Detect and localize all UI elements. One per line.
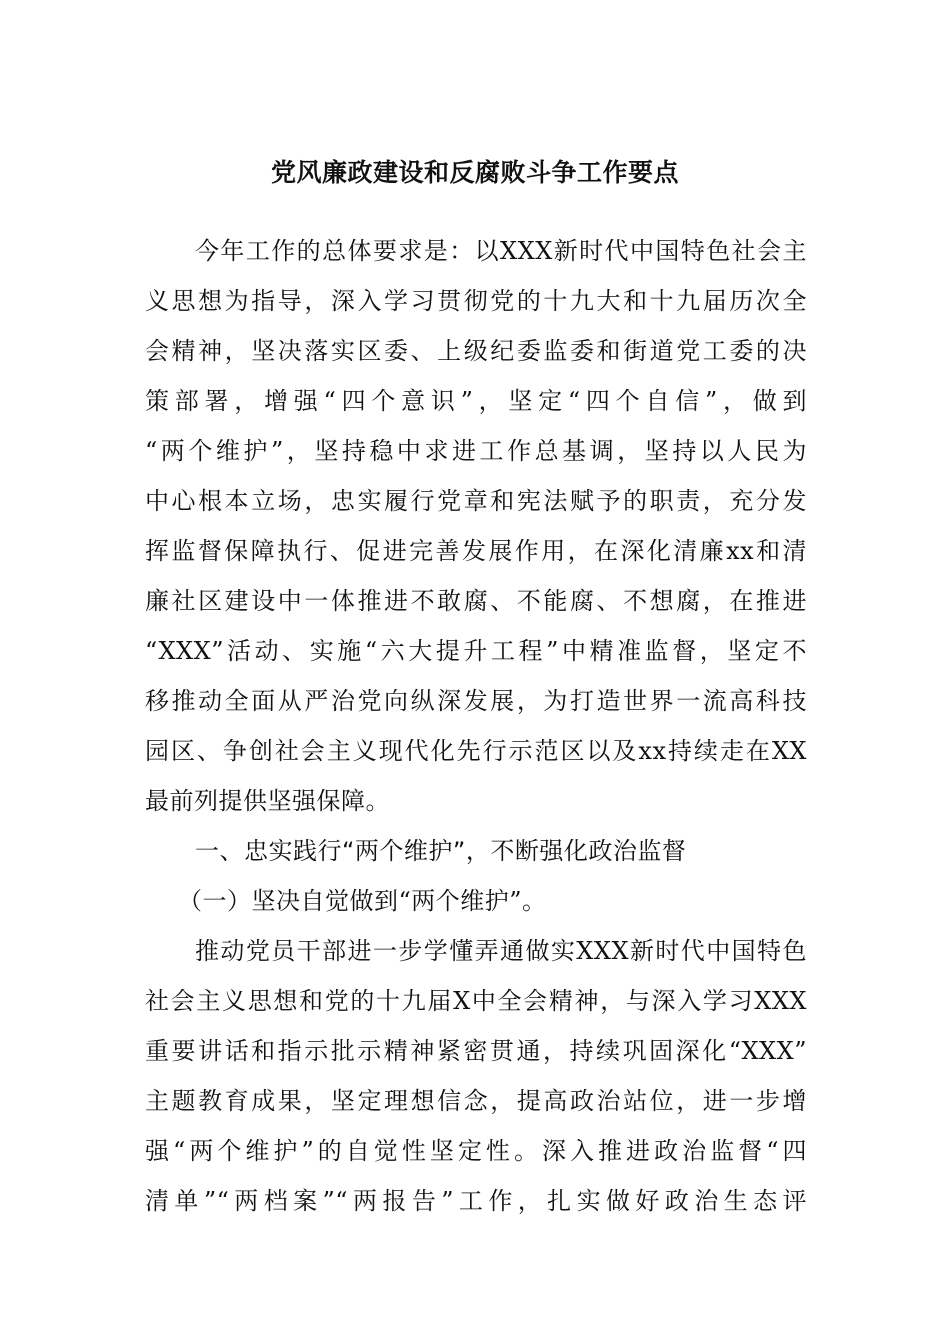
paragraph-line: 强“两个维护”的自觉性坚定性。深入推进政治监督“四	[145, 1137, 807, 1165]
paragraph-line: 策部署，增强“四个意识”，坚定“四个自信”，做到	[145, 387, 807, 415]
paragraph-line: 义思想为指导，深入学习贯彻党的十九大和十九届历次全	[145, 287, 807, 315]
paragraph-line: 会精神，坚决落实区委、上级纪委监委和街道党工委的决	[145, 337, 807, 365]
paragraph-line: 园区、争创社会主义现代化先行示范区以及xx持续走在XX	[145, 737, 807, 765]
paragraph-line: 中心根本立场，忠实履行党章和宪法赋予的职责，充分发	[145, 487, 807, 515]
paragraph-line: 清单”“两档案”“两报告”工作，扎实做好政治生态评	[145, 1187, 807, 1215]
paragraph-line: 重要讲话和指示批示精神紧密贯通，持续巩固深化“XXX”	[145, 1037, 807, 1065]
paragraph-line: 推动党员干部进一步学懂弄通做实XXX新时代中国特色	[195, 937, 807, 965]
paragraph-line: 社会主义思想和党的十九届X中全会精神，与深入学习XXX	[145, 987, 807, 1015]
document-title: 党风廉政建设和反腐败斗争工作要点	[270, 158, 679, 187]
section-heading: 一、忠实践行“两个维护”，不断强化政治监督	[195, 837, 687, 865]
paragraph-line: “两个维护”，坚持稳中求进工作总基调，坚持以人民为	[145, 437, 807, 465]
subsection-heading: （一）坚决自觉做到“两个维护”。	[178, 887, 547, 915]
paragraph-line: 主题教育成果，坚定理想信念，提高政治站位，进一步增	[145, 1087, 807, 1115]
paragraph-line: 挥监督保障执行、促进完善发展作用，在深化清廉xx和清	[145, 537, 807, 565]
paragraph-line: 最前列提供坚强保障。	[145, 787, 390, 815]
paragraph-line: 今年工作的总体要求是：以XXX新时代中国特色社会主	[195, 237, 807, 265]
paragraph-line: “XXX”活动、实施“六大提升工程”中精准监督，坚定不	[145, 637, 807, 665]
paragraph-line: 移推动全面从严治党向纵深发展，为打造世界一流高科技	[145, 687, 807, 715]
paragraph-line: 廉社区建设中一体推进不敢腐、不能腐、不想腐，在推进	[145, 587, 807, 615]
